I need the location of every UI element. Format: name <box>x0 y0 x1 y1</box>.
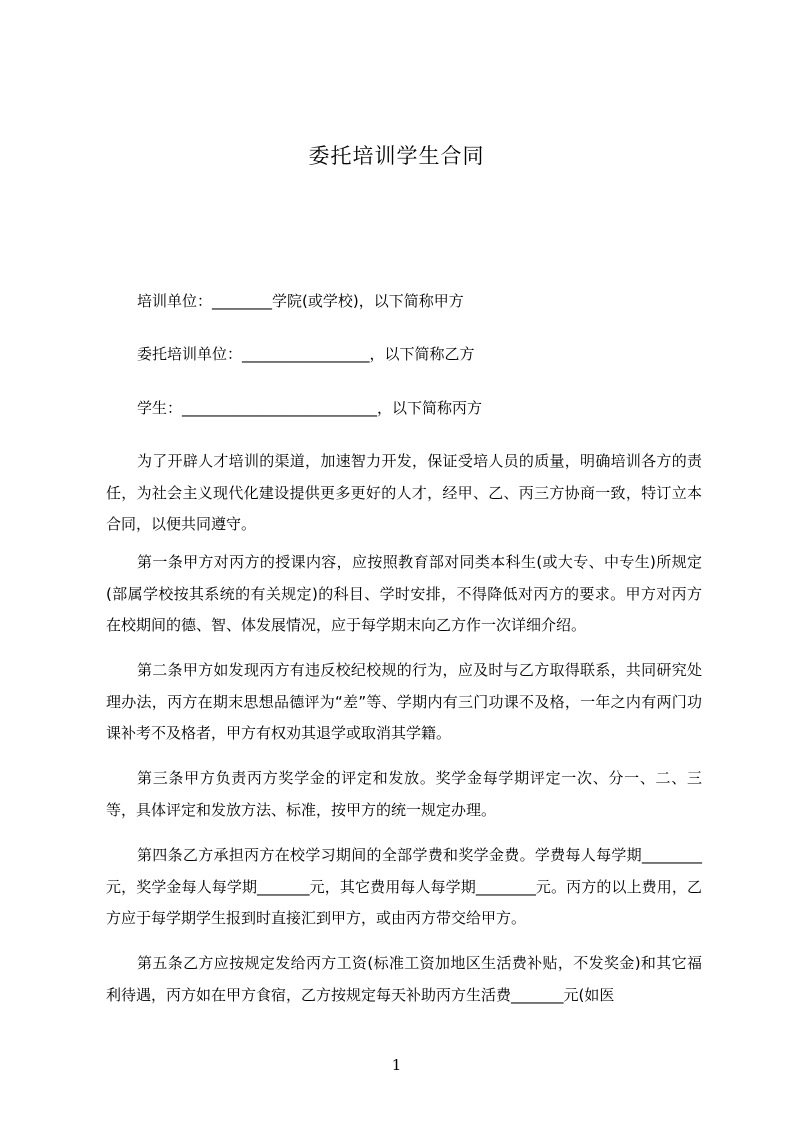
preamble-paragraph: 为了开辟人才培训的渠道，加速智力开发，保证受培人员的质量，明确培训各方的责任，为社会主义现代化建设提供更多更好的人才，经甲、乙、丙三方协商一致，特订立本合同，以便共同遵守。 <box>106 452 702 533</box>
document-title: 委托培训学生合同 <box>308 144 485 168</box>
party-training-unit: 培训单位：________学院(或学校)，以下简称甲方 <box>137 292 464 310</box>
party-student: 学生：__________________________，以下简称丙方 <box>137 399 483 417</box>
article-5-paragraph: 第五条乙方应按规定发给丙方工资(标准工资加地区生活费补贴，不发奖金)和其它福利待遇，丙方如在甲方食宿，乙方按规定每天补助丙方生活费_______元(如医 <box>106 954 702 1004</box>
page-number: 1 <box>391 1056 402 1074</box>
party-entrusting-unit: 委托培训单位：_________________，以下简称乙方 <box>137 345 475 363</box>
article-4-paragraph: 第四条乙方承担丙方在校学习期间的全部学费和奖学金费。学费每人每学期________元，奖学金每人每学期_______元，其它费用每人每学期________元。丙方的以上费用，乙方应于每学期学生报到时直接汇到甲方，或由丙方带交给甲方。 <box>106 846 702 927</box>
article-1-paragraph: 第一条甲方对丙方的授课内容，应按照教育部对同类本科生(或大专、中专生)所规定(部属学校按其系统的有关规定)的科目、学时安排，不得降低对丙方的要求。甲方对丙方在校期间的德、智、体发展情况，应于每学期末向乙方作一次详细介绍。 <box>106 553 702 634</box>
article-2-paragraph: 第二条甲方如发现丙方有违反校纪校规的行为，应及时与乙方取得联系，共同研究处理办法，丙方在期末思想品德评为“差”等、学期内有三门功课不及格，一年之内有两门功课补考不及格者，甲方有权劝其退学或取消其学籍。 <box>106 661 702 742</box>
article-3-paragraph: 第三条甲方负责丙方奖学金的评定和发放。奖学金每学期评定一次、分一、二、三等，具体评定和发放方法、标准，按甲方的统一规定办理。 <box>106 769 702 819</box>
